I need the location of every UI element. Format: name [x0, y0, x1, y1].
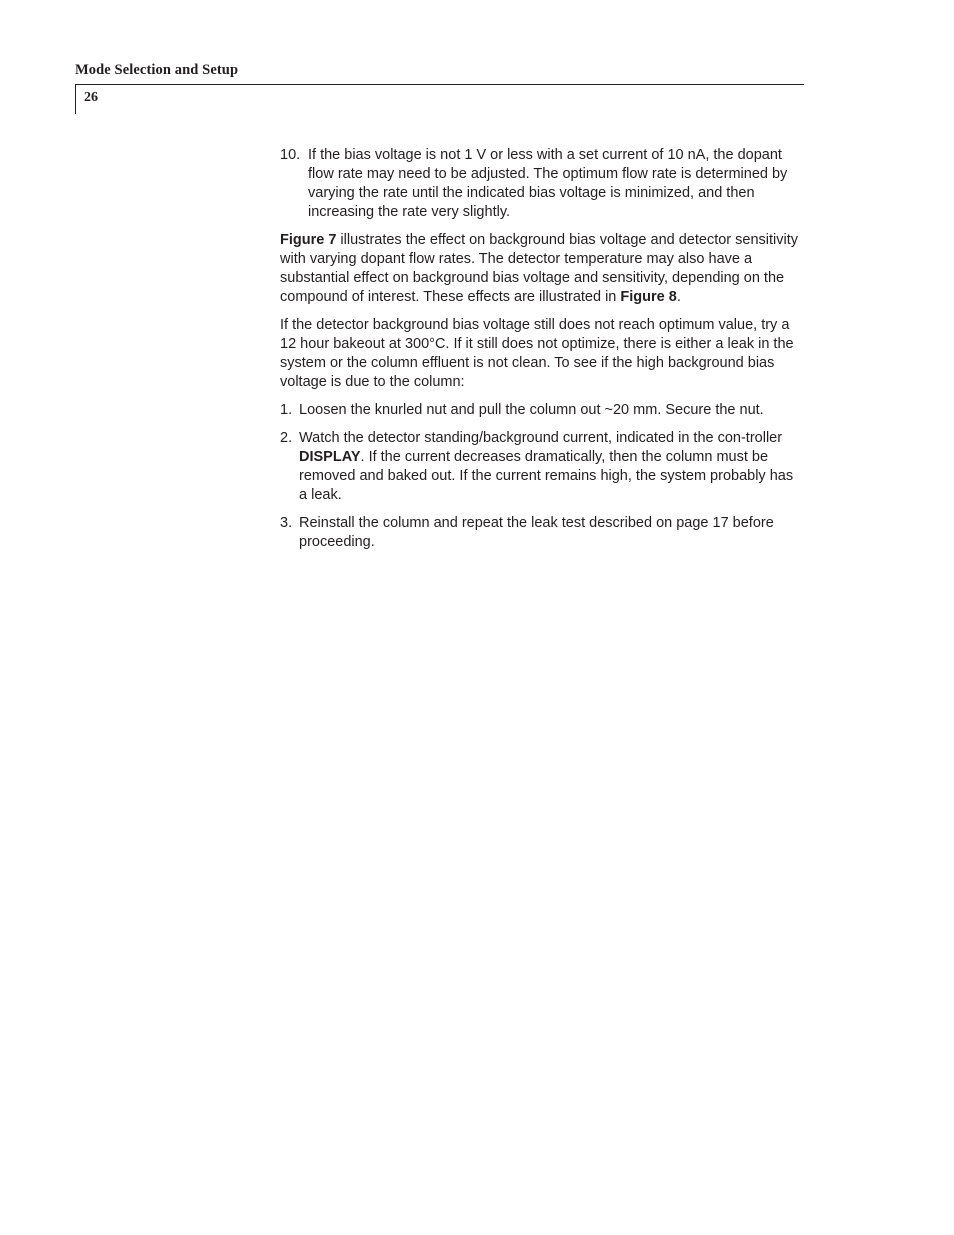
step-text: Loosen the knurled nut and pull the column out ~20 mm. Secure the nut. [299, 402, 764, 418]
page-number: 26 [84, 90, 98, 105]
step-number: 3. [280, 515, 293, 531]
paragraph-text-end: . [676, 289, 681, 305]
step-number: 1. [280, 402, 293, 418]
figure-8-ref: Figure 8 [620, 289, 677, 305]
step-text: Reinstall the column and repeat the leak test described on page 17 before proceeding. [299, 515, 774, 550]
paragraph-text: illustrates the effect on background bias voltage and detector sensitivity with varying dopant flow rates. The detector temperature may also have a substantial effect on background bias voltage and sensitivity, depending on the compound of interest. These effects are illustrated in [280, 232, 798, 305]
display-keyword: DISPLAY [299, 449, 361, 465]
paragraph-bakeout: If the detector background bias voltage still does not reach optimum value, try a 12 hour bakeout at 300°C. If it still does not optimize, there is either a leak in the system or the column effluent is not clean. To see if the high background bias voltage is due to the column: [280, 317, 794, 390]
step-text-b: . If the current decreases dramatically, then the column must be removed and baked out. If the current remains high, the system probably has a leak. [299, 449, 794, 503]
figure-7-ref: Figure 7 [280, 232, 337, 248]
step-2 [280, 429, 805, 505]
step-number: 2. [280, 430, 293, 446]
paragraph-figures [280, 231, 805, 307]
step-text-a: Watch the detector standing/background current, indicated in the con-troller [299, 430, 783, 446]
running-head-title: Mode Selection and Setup [75, 62, 239, 78]
step-text [299, 429, 805, 505]
step-text: If the bias voltage is not 1 V or less with a set current of 10 nA, the dopant flow rate may need to be adjusted. The optimum flow rate is determined by varying the rate until the indicated bias voltage is minimized, and then increasing the rate very slightly. [308, 147, 788, 220]
header-rule [75, 84, 804, 85]
step-1 [280, 401, 805, 420]
body-content [280, 146, 805, 561]
step-3 [280, 514, 805, 552]
page-number-rule [75, 84, 76, 114]
step-10 [280, 146, 805, 222]
step-number: 10. [280, 147, 301, 163]
